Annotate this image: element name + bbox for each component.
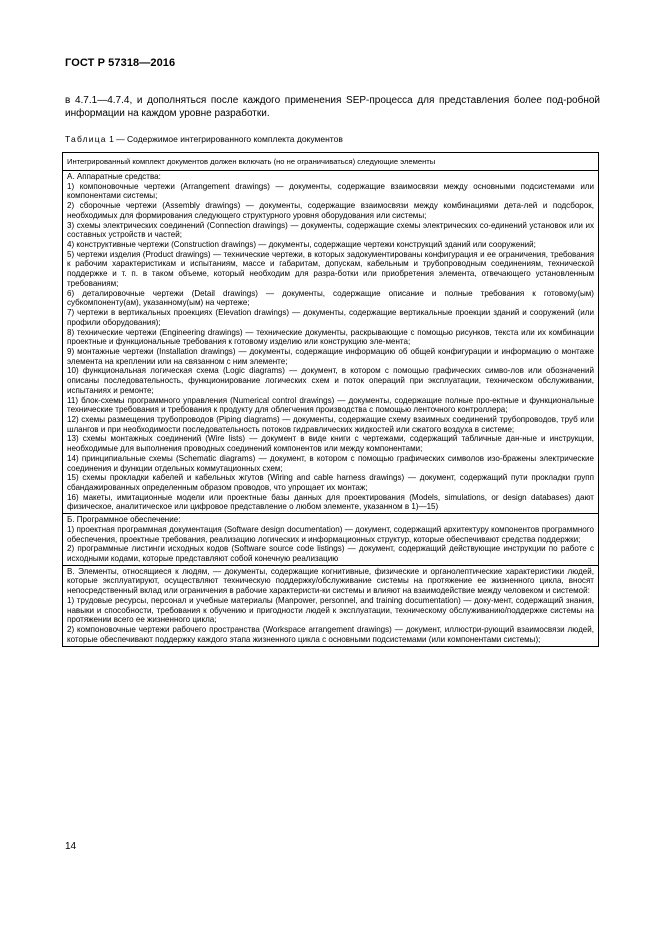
table-header-cell: Интегрированный комплект документов должен включать (но не ограничиваться) следующие элементы [63, 153, 599, 171]
list-item: 4) конструктивные чертежи (Construction drawings) — документы, содержащие чертежи конструкций зданий или сооружений; [67, 240, 536, 250]
list-item: 1) проектная программная документация (Software design documentation) — документ, содержащий архитектуру компонентов программного обеспечения, проектные требования, реализацию логических и информационных структур, которые обеспечивают средства поддержки; [67, 524, 594, 544]
document-table [62, 152, 599, 647]
list-item: 11) блок-схемы программного управления (Numerical control drawings) — документы, содержащие полные про-ектные и функциональные технические требования и требования к продукту для облегчения производства с помощью ленточного контроллера; [67, 395, 594, 415]
list-item: 2) компоновочные чертежи рабочего пространства (Workspace arrangement drawings) — документ, иллюстри-рующий взаимосвязи людей, которые обеспечивают поддержку каждого этапа жизненного цикла с основными подсистемами (или компонентами системы); [67, 625, 594, 644]
page-number: 14 [65, 841, 77, 852]
table-caption [65, 134, 343, 145]
list-item: 16) макеты, имитационные модели или проектные базы данных для проектирования (Models, simulations, or design databases) дают физическое, аналитическое или цифровое представление о любом элементе, указанном в 1)—15) [67, 492, 594, 512]
table-row-software [63, 514, 599, 566]
list-item: 9) монтажные чертежи (Installation drawings) — документы, содержащие информацию об общей конфигурации и информацию о монтаже элемента на креплении или на связанном с ним элементе; [67, 346, 594, 366]
list-item: 3) схемы электрических соединений (Connection drawings) — документы, содержащие схемы электрических со-единений установок или их составных устройств и частей; [67, 220, 594, 240]
list-item: 6) деталировочные чертежи (Detail drawings) — документы, содержащие описание и полные требования к готовому(ым) субкомпоненту(ам), указанному(ым) на чертеже; [67, 288, 594, 308]
table-caption-text: 1 — Содержимое интегрированного комплекта документов [106, 134, 343, 144]
section-hardware [63, 171, 599, 514]
table-caption-label: Таблица [65, 134, 107, 144]
list-item: 12) схемы размещения трубопроводов (Piping diagrams) — документы, содержащие схему взаимных соединений трубопроводов, труб или шлангов и при необходимости последовательность потоков гидравлических жидкостей или сжатого воздуха в системе; [67, 414, 594, 434]
intro-paragraph: в 4.7.1—4.7.4, и дополняться после каждого применения SEP-процесса для представления более под-робной информации на каждом уровне разработки. [65, 95, 600, 119]
list-item: 14) принципиальные схемы (Schematic diagrams) — документ, в котором с помощью графических символов изо-бражены электрические соединения и функции отдельных коммутационных схем; [67, 453, 594, 473]
table-row-hardware [63, 171, 599, 514]
list-item: 1) компоновочные чертежи (Arrangement drawings) — документы, содержащие взаимосвязи между основными подсистемами или компонентами системы; [67, 181, 594, 201]
section-title: Б. Программное обеспечение: [67, 515, 181, 525]
section-title: В. Элементы, относящиеся к людям, — документы, содержащие когнитивные, физические и органолептические характеристики людей, которые эксплуатируют, осуществляют техническую поддержку/обслуживание системы на протяжение ее жизненного цикла, вносят непосредственный вклад или ограничения в рабочие характеристи-ки системы и влияют на взаимодействие между человеком и системой: [67, 566, 594, 596]
table-row-human [63, 565, 599, 646]
list-item: 1) трудовые ресурсы, персонал и учебные материалы (Manpower, personnel, and training documentation) — доку-мент, содержащий знания, навыки и способности, требования к обучению и пригодности людей к эксплуатации, техническому обслуживанию/поддержке системы на протяжении всего ее жизненного цикла; [67, 595, 594, 625]
section-title: А. Аппаратные средства: [67, 172, 161, 181]
list-item: 10) функциональная логическая схема (Logic diagrams) — документ, в котором с помощью графических симво-лов или обозначений описаны последовательность, функционирование логических схем и поток операций при эксплуатации, техническом обслуживании, испытаниях и ремонте; [67, 366, 594, 395]
standard-code-header: ГОСТ Р 57318—2016 [65, 57, 176, 69]
section-software [63, 514, 599, 566]
list-item: 8) технические чертежи (Engineering drawings) — технические документы, раскрывающие с помощью рисунков, текста или их комбинации проектные и функциональные требования к готовому изделию или конструкцию эле-мента; [67, 327, 594, 347]
list-item: 13) схемы монтажных соединений (Wire lists) — документ в виде книги с чертежами, содержащий табличные дан-ные и инструкции, необходимые для выполнения проводных соединений компонентов или между компонентами; [67, 434, 594, 454]
table-header-row [63, 153, 599, 171]
list-item: 2) программные листинги исходных кодов (Software source code listings) — документ, содержащий действующие инструкции по работе с исходными кодами, которые представляют собой конечную реализацию [67, 544, 594, 564]
list-item: 5) чертежи изделия (Product drawings) — технические чертежи, в которых задокументированы конфигурация и ее ограничения, требования к рабочим характеристикам и испытаниям, массе и габаритам, допускам, кабельным и трубопроводным соединениям, технической поддержке и т. п. в таком объеме, который необходим для разра-ботки или приобретения элемента, отвечающего установленным требованиям; [67, 249, 594, 288]
list-item: 2) сборочные чертежи (Assembly drawings) — документы, содержащие взаимосвязи между комбинациями дета-лей и подсборок, необходимых для формирования следующего структурного уровня оборудования или системы; [67, 201, 594, 220]
list-item: 7) чертежи в вертикальных проекциях (Elevation drawings) — документы, содержащие вертикальные проекции зданий и сооружений (или профили оборудования); [67, 308, 594, 327]
list-item: 15) схемы прокладки кабелей и кабельных жгутов (Wiring and cable harness drawings) — документ, содержащий пути прокладки групп сбандажированных определенным образом проводов, что упрощает их монтаж; [67, 473, 594, 492]
section-human [63, 565, 599, 646]
